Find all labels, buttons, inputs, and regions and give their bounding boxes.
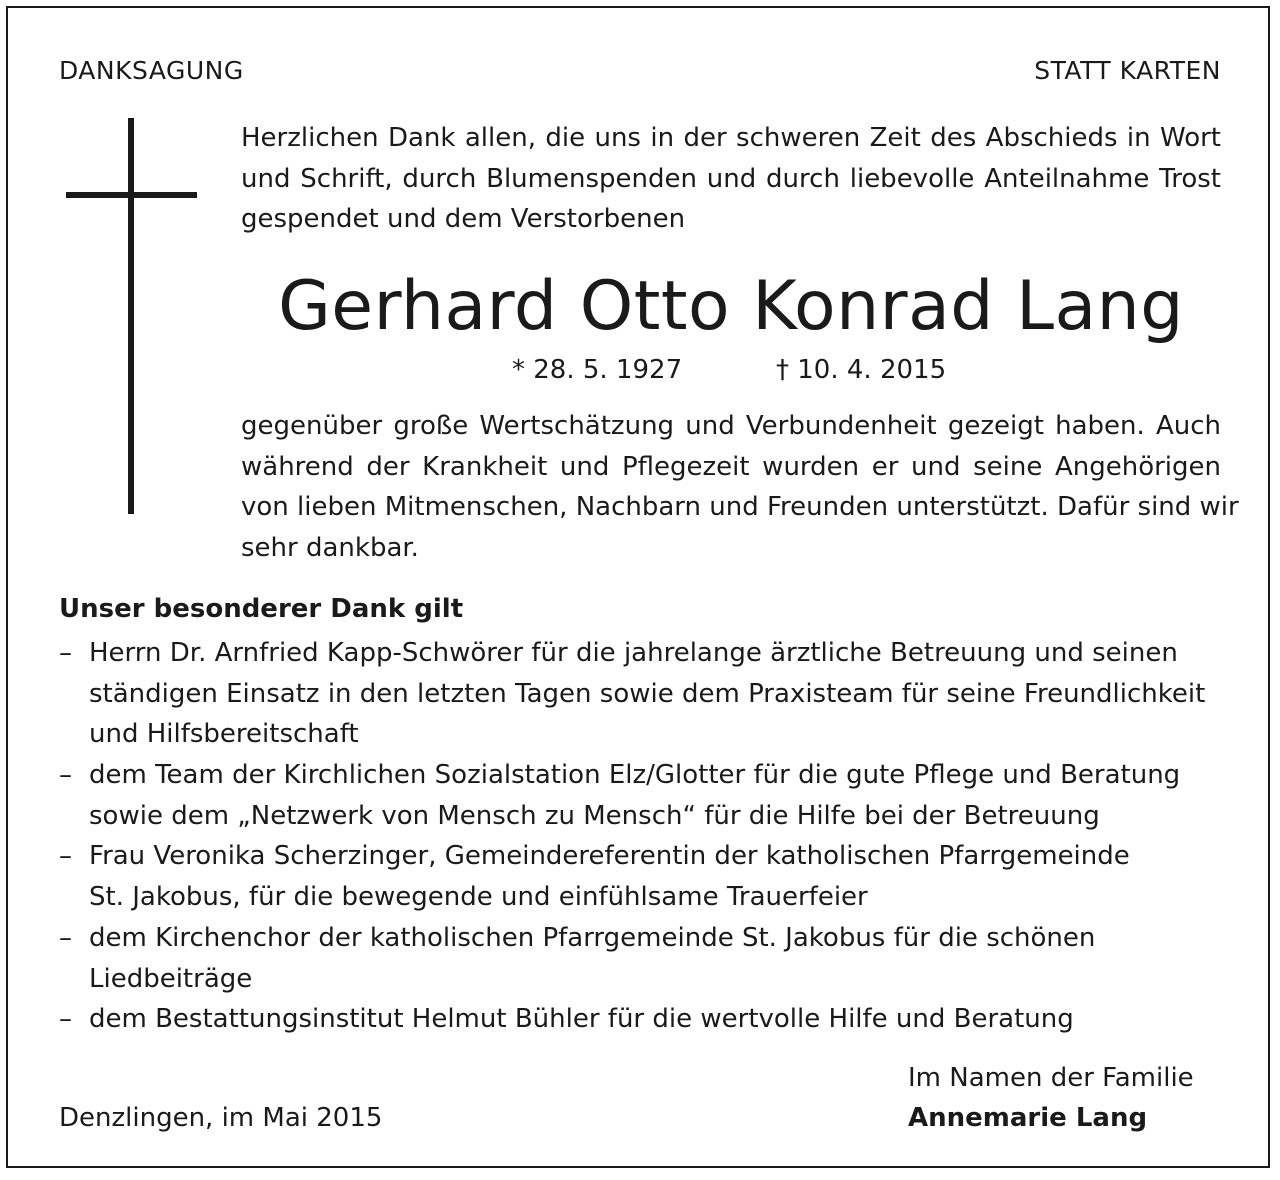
dash-bullet: –	[59, 841, 72, 872]
thanks-line: ständigen Einsatz in den letzten Tagen sowie dem Praxisteam für seine Freundlichkeit	[89, 678, 1206, 709]
thanks-line: Herrn Dr. Arnfried Kapp-Schwörer für die jahrelange ärztliche Betreuung und seinen	[89, 638, 1178, 668]
birth-date: * 28. 5. 1927	[512, 355, 683, 385]
thanks-line: Liedbeiträge	[89, 963, 253, 994]
outro-line: sehr dankbar.	[241, 533, 419, 564]
outro-line: während der Krankheit und Pflegezeit wurden er und seine Angehörigen	[241, 451, 1221, 482]
intro-line: und Schrift, durch Blumenspenden und durch liebevolle Anteilnahme Trost	[241, 163, 1221, 194]
thanks-item	[59, 918, 1205, 999]
thanks-item	[59, 999, 1205, 1040]
thanks-line: sowie dem „Netzwerk von Mensch zu Mensch“ für die Hilfe bei der Betreuung	[89, 800, 1100, 831]
intro-line: Herzlichen Dank allen, die uns in der schweren Zeit des Abschieds in Wort	[241, 123, 1221, 153]
intro-paragraph	[241, 118, 1221, 240]
intro-line: gespendet und dem Verstorbenen	[241, 204, 686, 235]
thanks-item	[59, 633, 1205, 755]
thanks-line: Frau Veronika Scherzinger, Gemeindereferentin der katholischen Pfarrgemeinde	[89, 841, 1130, 872]
death-date: † 10. 4. 2015	[776, 355, 947, 385]
place-date: Denzlingen, im Mai 2015	[59, 1103, 383, 1133]
header-title: DANKSAGUNG	[59, 56, 244, 85]
thanks-list	[59, 633, 1205, 1040]
thanks-item	[59, 836, 1205, 917]
outro-paragraph	[241, 406, 1239, 569]
signature-name: Annemarie Lang	[908, 1103, 1148, 1133]
thanks-heading: Unser besonderer Dank gilt	[59, 594, 464, 624]
thanks-line: St. Jakobus, für die bewegende und einfühlsame Trauerfeier	[89, 882, 868, 913]
thanks-line: und Hilfsbereitschaft	[89, 719, 359, 750]
thanks-line: dem Bestattungsinstitut Helmut Bühler für die wertvolle Hilfe und Beratung	[89, 1004, 1074, 1035]
dash-bullet: –	[59, 922, 72, 953]
dash-bullet: –	[59, 638, 72, 668]
deceased-name: Gerhard Otto Konrad Lang	[278, 267, 1184, 346]
dash-bullet: –	[59, 1004, 72, 1035]
header-note: STATT KARTEN	[1034, 56, 1221, 85]
thanks-line: dem Kirchenchor der katholischen Pfarrgemeinde St. Jakobus für die schönen	[89, 922, 1096, 953]
dash-bullet: –	[59, 760, 72, 791]
signature-intro: Im Namen der Familie	[908, 1063, 1194, 1093]
thanks-line: dem Team der Kirchlichen Sozialstation Elz/Glotter für die gute Pflege und Beratung	[89, 760, 1181, 791]
outro-line: von lieben Mitmenschen, Nachbarn und Freunden unterstützt. Dafür sind wir	[241, 492, 1239, 523]
thanks-item	[59, 755, 1205, 836]
outro-line: gegenüber große Wertschätzung und Verbundenheit gezeigt haben. Auch	[241, 411, 1221, 441]
